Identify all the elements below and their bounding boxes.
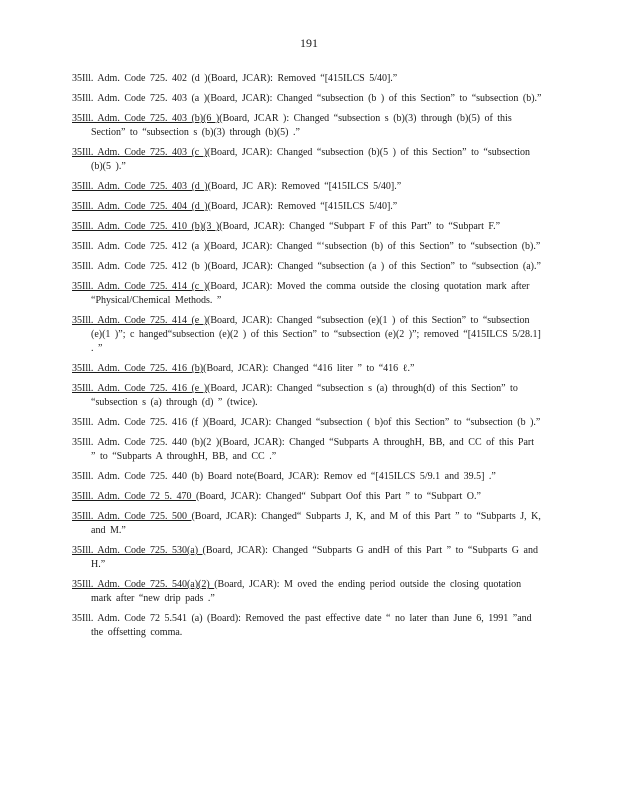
amendment-entry: [72, 180, 542, 194]
amendment-entry: [72, 612, 542, 640]
code-reference: 35Ill. Adm. Code 725. 414 (e ): [72, 315, 208, 326]
code-reference: 35Ill. Adm. Code 72 5. 470: [72, 491, 196, 502]
amendment-entry: [72, 146, 542, 174]
amendment-text: (Board, JCAR): Removed “[415ILCS 5/40].”: [207, 201, 398, 212]
amendment-entry: [72, 112, 542, 140]
code-reference: 35Ill. Adm. Code 725. 416 (f ): [72, 417, 206, 428]
code-reference: 35Ill. Adm. Code 72 5.541 (a): [72, 613, 203, 624]
code-reference: 35Ill. Adm. Code 725. 530(a): [72, 545, 203, 556]
code-reference: 35Ill. Adm. Code 725. 403 (a ): [72, 93, 208, 104]
amendment-text: (Board, JCAR): Changed “subsection (e)(1 ) of this Section” to “subsection (e)(1 )”; c hanged“subsection (e)(2 ) of this Section” to “subsection (e)(2 )”; removed “[415ILCS 5/28.1] . ”: [91, 315, 541, 354]
amendment-text: (Board, JCAR): M oved the ending period outside the closing quotation mark after “new drip pads .”: [91, 579, 522, 604]
amendment-text: (Board, JCAR): Changed “Subparts G andH of this Part ” to “Subparts G and H.”: [91, 545, 538, 570]
code-reference: 35Ill. Adm. Code 725. 540(a)(2): [72, 579, 215, 590]
code-reference: 35Ill. Adm. Code 725. 403 (d ): [72, 181, 208, 192]
amendment-text: (Board, JCAR): Changed “subsection (a ) of this Section” to “subsection (a).”: [207, 261, 541, 272]
code-reference: 35Ill. Adm. Code 725. 416 (b): [72, 363, 204, 374]
amendment-list: [72, 72, 542, 646]
page-number: 191: [300, 36, 318, 50]
amendment-text: (Board, JCAR): Changed “subsection (b)(5 ) of this Section” to “subsection (b)(5 ).”: [91, 147, 531, 172]
amendment-text: (Board, JCAR): Changed “‘subsection (b) of this Section” to “subsection (b).”: [207, 241, 541, 252]
amendment-entry: [72, 240, 542, 254]
amendment-entry: [72, 314, 542, 356]
amendment-entry: [72, 436, 542, 464]
amendment-text: (Board, JCAR): Changed “416 liter ” to “416 ℓ.”: [203, 363, 415, 374]
amendment-entry: [72, 220, 542, 234]
amendment-entry: [72, 510, 542, 538]
amendment-entry: [72, 490, 542, 504]
amendment-text: (Board, JCAR): Moved the comma outside the closing quotation mark after “Physical/Chemical Methods. ”: [91, 281, 530, 306]
amendment-text: (Board, JCAR): Remov ed “[415ILCS 5/9.1 and 39.5] .”: [253, 471, 496, 482]
amendment-entry: [72, 416, 542, 430]
amendment-text: (Board, JCAR): Changed “subsection (b ) of this Section” to “subsection (b).”: [207, 93, 542, 104]
amendment-entry: [72, 382, 542, 410]
amendment-entry: [72, 544, 542, 572]
code-reference: 35Ill. Adm. Code 725. 414 (c ): [72, 281, 208, 292]
code-reference: 35Ill. Adm. Code 725. 403 (b)(6 ): [72, 113, 220, 124]
amendment-entry: [72, 280, 542, 308]
amendment-text: (Board, JCAR): Changed “Subpart F of this Part” to “Subpart F.”: [219, 221, 501, 232]
amendment-text: (Board, JCAR): Changed“ Subparts J, K, and M of this Part ” to “Subparts J, K, and M.”: [91, 511, 541, 536]
amendment-text: (Board, JCAR): Changed“ Subpart Oof this Part ” to “Subpart O.”: [195, 491, 481, 502]
amendment-entry: [72, 92, 542, 106]
code-reference: 35Ill. Adm. Code 725. 500: [72, 511, 192, 522]
code-reference: 35Ill. Adm. Code 725. 412 (a ): [72, 241, 208, 252]
amendment-text: (Board, JCAR): Changed “Subparts A throughH, BB, and CC of this Part ” to “Subparts A throughH, BB, and CC .”: [91, 437, 535, 462]
amendment-text: (Board, JC AR): Removed “[415ILCS 5/40].”: [207, 181, 402, 192]
amendment-text: (Board, JCAR): Changed “subsection s (a) through(d) of this Section” to “subsection s (a) through (d) ” (twice).: [91, 383, 518, 408]
amendment-text: (Board): Removed the past effective date “ no later than June 6, 1991 ”and the offsetting comma.: [91, 613, 532, 638]
code-reference: 35Ill. Adm. Code 725. 440 (b) Board note: [72, 471, 254, 482]
amendment-entry: [72, 470, 542, 484]
code-reference: 35Ill. Adm. Code 725. 402 (d ): [72, 73, 208, 84]
amendment-text: (Board, JCAR): Changed “subsection ( b)of this Section” to “subsection (b ).”: [205, 417, 541, 428]
code-reference: 35Ill. Adm. Code 725. 404 (d ): [72, 201, 208, 212]
code-reference: 35Ill. Adm. Code 725. 412 (b ): [72, 261, 208, 272]
amendment-text: (Board, JCAR ): Changed “subsection s (b)(3) through (b)(5) of this Section” to “subsection s (b)(3) through (b)(5) .”: [91, 113, 512, 138]
amendment-entry: [72, 260, 542, 274]
amendment-entry: [72, 578, 542, 606]
amendment-text: (Board, JCAR): Removed “[415ILCS 5/40].”: [207, 73, 398, 84]
amendment-entry: [72, 200, 542, 214]
code-reference: 35Ill. Adm. Code 725. 416 (e ): [72, 383, 208, 394]
code-reference: 35Ill. Adm. Code 725. 403 (c ): [72, 147, 208, 158]
amendment-entry: [72, 72, 542, 86]
amendment-entry: [72, 362, 542, 376]
code-reference: 35Ill. Adm. Code 725. 410 (b)(3 ): [72, 221, 220, 232]
code-reference: 35Ill. Adm. Code 725. 440 (b)(2 ): [72, 437, 220, 448]
